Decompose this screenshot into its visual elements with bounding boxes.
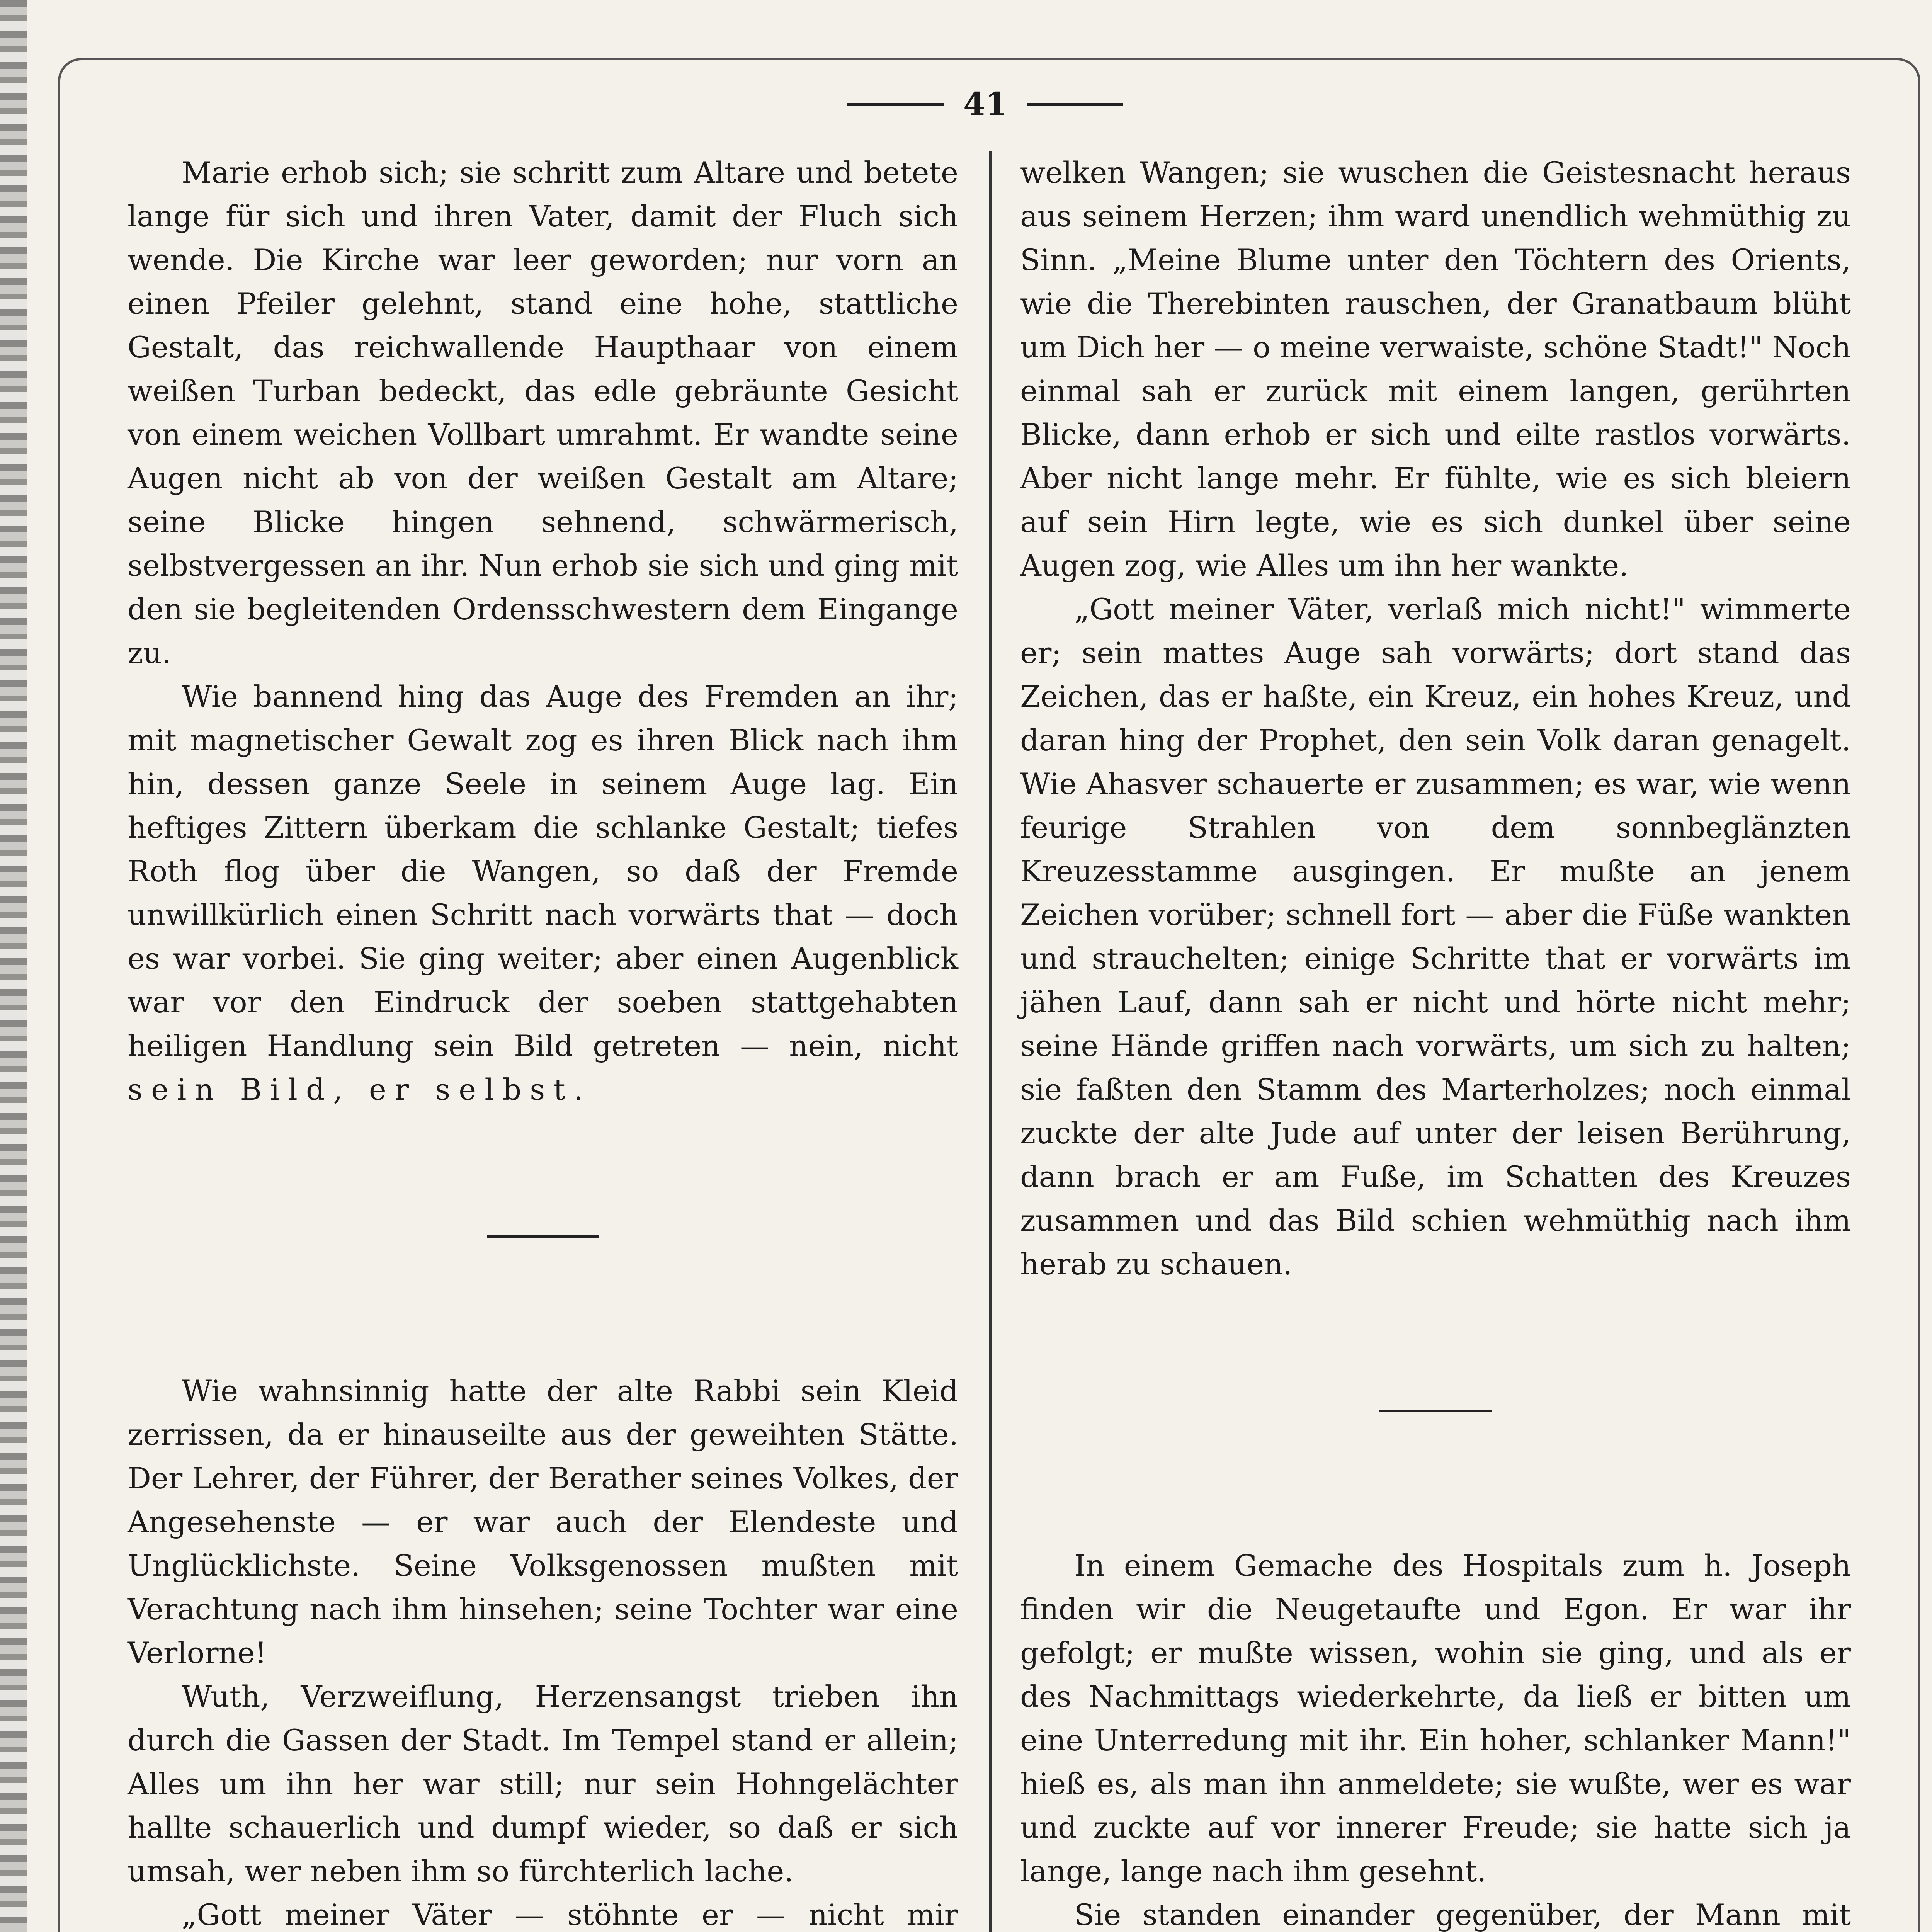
paragraph <box>128 675 958 1111</box>
page-number: 41 <box>963 86 1008 123</box>
header-rule-left <box>847 103 944 106</box>
paragraph: „Gott meiner Väter, verlaß mich nicht!" wimmerte er; sein mattes Auge sah vorwärts; dort stand das Zeichen, das er haßte, ein Kreuz, ein hohes Kreuz, und daran hing der Prophet, den sein Volk daran genagelt. Wie Ahasver schauerte er zusammen; es war, wie wenn feurige Strahlen von dem sonnbeglänzten Kreuzesstamme ausgingen. Er mußte an jenem Zeichen vorüber; schnell fort — aber die Füße wankten und strauchelten; einige Schritte that er vorwärts im jähen Lauf, dann sah er nicht und hörte nicht mehr; seine Hände griffen nach vorwärts, um sich zu halten; sie faßten den Stamm des Marterholzes; noch einmal zuckte der alte Jude auf unter der leisen Berührung, dann brach er am Fuße, im Schatten des Kreuzes zusammen und das Bild schien wehmüthig nach ihm herab zu schauen. <box>1020 592 1851 1281</box>
paragraph: Sie standen einander gegenüber, der Mann mit <box>1074 1898 1851 1932</box>
column-divider <box>989 151 992 1932</box>
paragraph: „Gott meiner Väter — stöhnte er — nicht mir <box>182 1898 958 1932</box>
emphasized-text: sein Bild, er selbst. <box>128 1072 592 1107</box>
section-divider <box>1379 1410 1492 1412</box>
section-divider <box>487 1235 599 1238</box>
binding-edge <box>0 0 27 1932</box>
paragraph: In einem Gemache des Hospitals zum h. Joseph finden wir die Neugetaufte und Egon. Er war ihr gefolgt; er mußte wissen, wohin sie ging, und als er des Nachmittags wiederkehrte, da ließ er bitten um eine Unterredung mit ihr. Ein hoher, schlanker Mann!" hieß es, als man ihn anmeldete; sie wußte, wer es war und zuckte auf vor innerer Freude; sie hatte sich ja lange, lange nach ihm gesehnt. <box>1020 1548 1851 1888</box>
paragraph: welken Wangen; sie wuschen die Geistesnacht heraus aus seinem Herzen; ihm ward unendlich wehmüthig zu Sinn. „Meine Blume unter den Töchtern des Orients, wie die Therebinten rauschen, der Granatbaum blüht um Dich her — o meine verwaiste, schöne Stadt!" Noch einmal sah er zurück mit einem langen, gerührten Blicke, dann erhob er sich und eilte rastlos vorwärts. Aber nicht lange mehr. Er fühlte, wie es sich bleiern auf sein Hirn legte, wie es sich dunkel über seine Augen zog, wie Alles um ihn her wankte. <box>1020 155 1851 583</box>
page-header <box>811 81 1159 128</box>
left-column <box>128 151 958 1932</box>
paragraph: Wie wahnsinnig hatte der alte Rabbi sein Kleid zerrissen, da er hinauseilte aus der geweihten Stätte. Der Lehrer, der Führer, der Berather seines Volkes, der Angesehenste — er war auch der Elendeste und Unglücklichste. Seine Volksgenossen mußten mit Verachtung nach ihm hinsehen; seine Tochter war eine Verlorne! <box>128 1374 958 1670</box>
header-rule-right <box>1027 103 1123 106</box>
paragraph: Wuth, Verzweiflung, Herzensangst trieben ihn durch die Gassen der Stadt. Im Tempel stand er allein; Alles um ihn her war still; nur sein Hohngelächter hallte schauerlich und dumpf wieder, so daß er sich umsah, wer neben ihm so fürchterlich lache. <box>128 1679 958 1888</box>
paragraph-text: Wie bannend hing das Auge des Fremden an ihr; mit magnetischer Gewalt zog es ihren Blick nach ihm hin, dessen ganze Seele in seinem Auge lag. Ein heftiges Zittern überkam die schlanke Gestalt; tiefes Roth flog über die Wangen, so daß der Fremde unwillkürlich einen Schritt nach vorwärts that — doch es war vorbei. Sie ging weiter; aber einen Augenblick war vor den Eindruck der soeben stattgehabten heiligen Handlung sein Bild getreten — nein, nicht <box>128 679 958 1063</box>
right-column <box>1020 151 1851 1932</box>
paragraph: Marie erhob sich; sie schritt zum Altare und betete lange für sich und ihren Vater, damit der Fluch sich wende. Die Kirche war leer geworden; nur vorn an einen Pfeiler gelehnt, stand eine hohe, stattliche Gestalt, das reichwallende Haupthaar von einem weißen Turban bedeckt, das edle gebräunte Gesicht von einem weichen Vollbart umrahmt. Er wandte seine Augen nicht ab von der weißen Gestalt am Altare; seine Blicke hingen sehnend, schwärmerisch, selbstvergessen an ihr. Nun erhob sie sich und ging mit den sie begleitenden Ordensschwestern dem Eingange zu. <box>128 155 958 670</box>
